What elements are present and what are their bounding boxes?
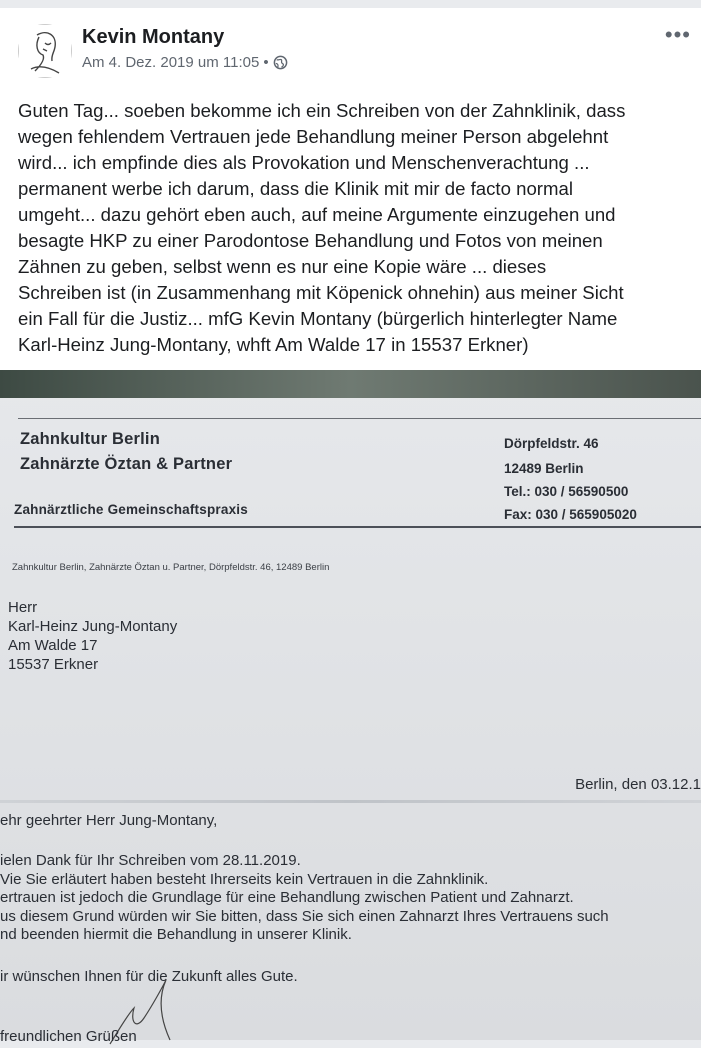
letter-body: ielen Dank für Ihr Schreiben vom 28.11.2019. Vie Sie erläutert haben besteht Ihrerseits kein Vertrauen in die Zahnklinik. ertrauen ist jedoch die Grundlage für eine Behandlung zwischen Patient und Zahnarzt. us diesem Grund würden wir Sie bitten, dass Sie sich einen Zahnarzt Ihres Vertrauens such nd beenden hiermit die Behandlung in unserer Klinik.	[0, 852, 609, 943]
practice-tel: Tel.: 030 / 56590500	[504, 484, 629, 499]
meta-separator: •	[263, 54, 269, 71]
letter-salutation: ehr geehrter Herr Jung-Montany,	[0, 812, 218, 829]
practice-city: 12489 Berlin	[504, 461, 584, 476]
practice-street: Dörpfeldstr. 46	[504, 436, 599, 451]
letterhead-top-rule	[18, 418, 701, 419]
post-card	[0, 8, 701, 1045]
practice-type: Zahnärztliche Gemeinschaftspraxis	[14, 502, 248, 517]
more-options-button[interactable]: •••	[664, 22, 691, 47]
post-text: Guten Tag... soeben bekomme ich ein Schreiben von der Zahnklinik, dass wegen fehlendem Vertrauen jede Behandlung meiner Person abgelehnt wird... ich empfinde dies als Provokation und Menschenverachtung ... permanent werbe ich darum, dass die Klinik mit mir de facto normal umgeht... dazu gehört eben auch, auf meine Argumente einzugehen und besagte HKP zu einer Parodontose Behandlung und Fotos von meinen Zähnen zu geben, selbst wenn es nur eine Kopie wäre ... dieses Schreiben ist (in Zusammenhang mit Köpenick ohnehin) aus meiner Sicht ein Fall für die Justiz... mfG Kevin Montany (bürgerlich hinterlegter Name Karl-Heinz Jung-Montany, whft Am Walde 17 in 15537 Erkner)	[18, 100, 626, 355]
paper-fold	[0, 800, 701, 803]
letterhead-bottom-rule	[14, 526, 701, 528]
letter-document	[0, 398, 701, 1045]
practice-name: Zahnkultur Berlin	[20, 430, 160, 448]
photo-background-strip	[0, 370, 701, 398]
letter-wish: ir wünschen Ihnen für die Zukunft alles Gute.	[0, 968, 298, 985]
practice-partners: Zahnärzte Öztan & Partner	[20, 455, 233, 473]
avatar-sketch-icon	[19, 25, 71, 77]
practice-fax: Fax: 030 / 565905020	[504, 507, 637, 522]
post-timestamp[interactable]: Am 4. Dez. 2019 um 11:05	[82, 54, 260, 71]
author-name[interactable]: Kevin Montany	[82, 26, 225, 48]
avatar[interactable]	[18, 24, 72, 78]
post-photo[interactable]	[0, 370, 701, 1045]
letter-date: Berlin, den 03.12.1	[575, 776, 701, 793]
letter-closing: freundlichen Grüßen	[0, 1028, 137, 1045]
globe-icon[interactable]	[273, 55, 288, 70]
recipient-address: Herr Karl-Heinz Jung-Montany Am Walde 17 15537 Erkner	[8, 599, 178, 673]
post-meta	[82, 54, 288, 71]
sender-line: Zahnkultur Berlin, Zahnärzte Öztan u. Partner, Dörpfeldstr. 46, 12489 Berlin	[12, 562, 330, 573]
